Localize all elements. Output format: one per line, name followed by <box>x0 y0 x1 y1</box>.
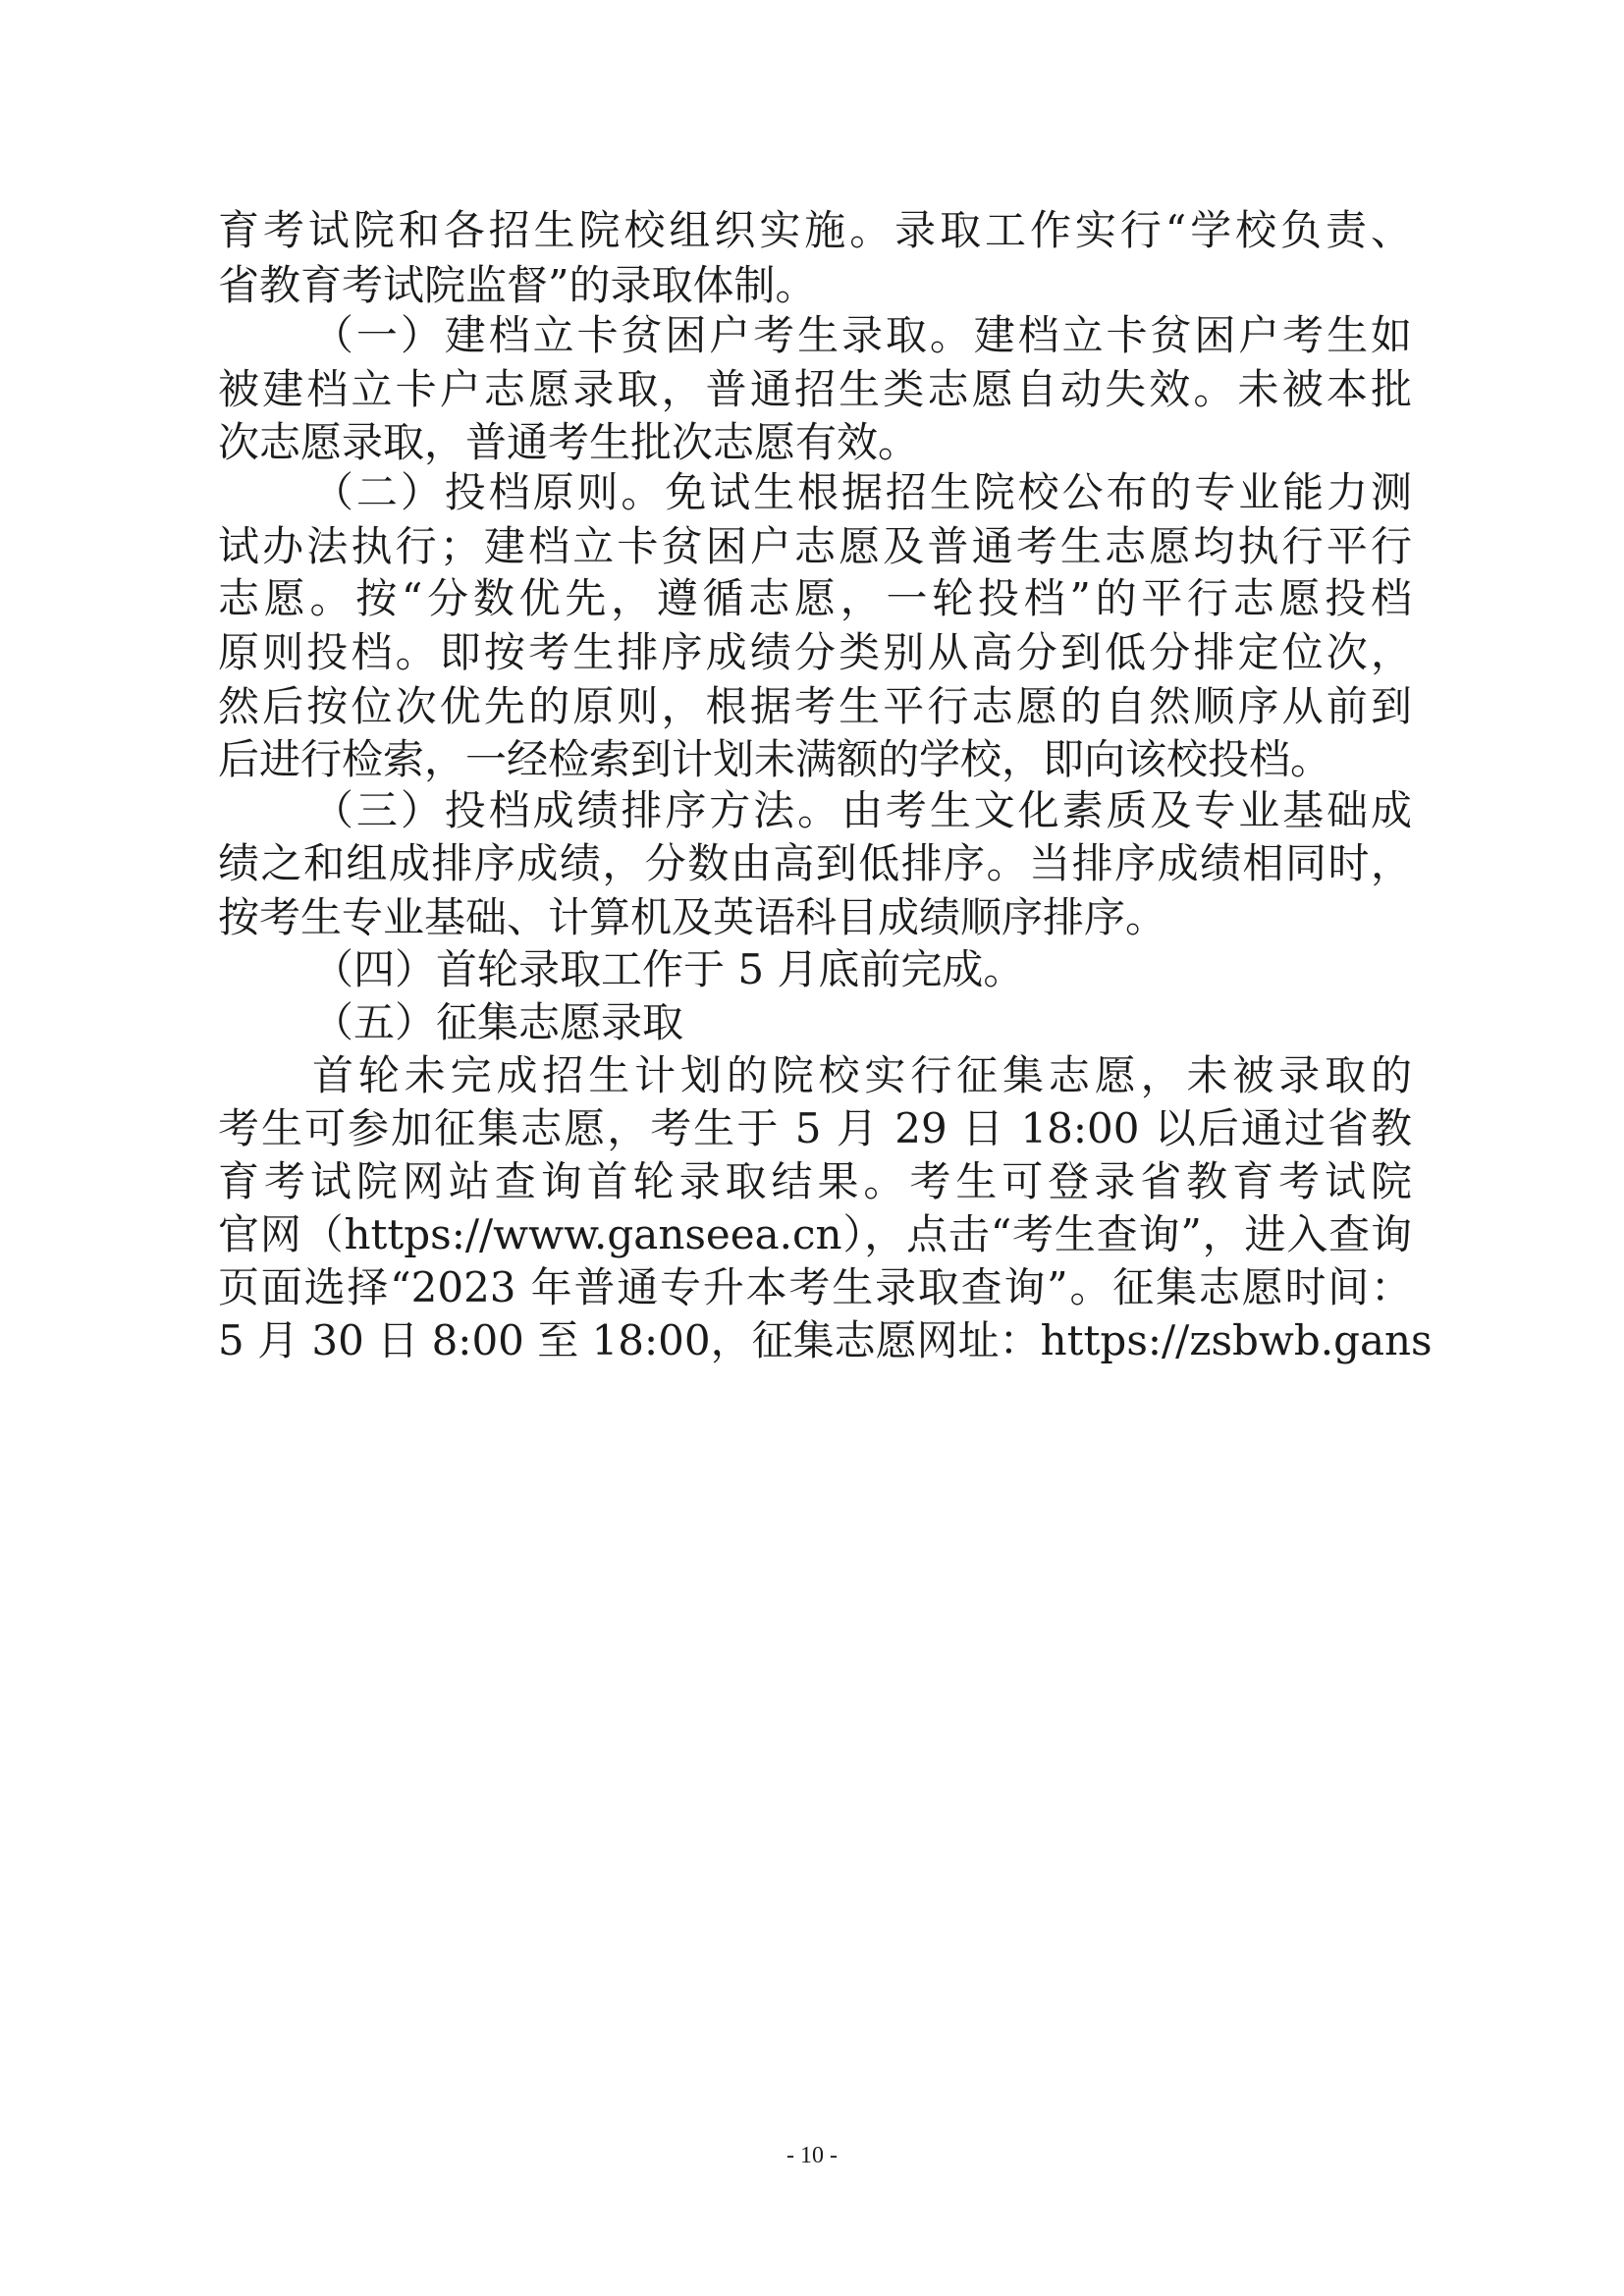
text-line: 育考试院网站查询首轮录取结果。考生可登录省教育考试院 <box>218 1157 1412 1205</box>
text-line: 然后按位次优先的原则，根据考生平行志愿的自然顺序从前到 <box>218 682 1412 730</box>
text-line: 5 月 30 日 8:00 至 18:00，征集志愿网址：https://zsbwb.gans <box>218 1316 1433 1364</box>
page-number: - 10 - <box>786 2143 838 2168</box>
text-line: 首轮未完成招生计划的院校实行征集志愿，未被录取的 <box>312 1051 1412 1099</box>
text-line: 官网（https://www.ganseea.cn），点击“考生查询”，进入查询 <box>218 1210 1412 1258</box>
section-heading-1: （一）建档立卡贫困户考生录取。建档立卡贫困户考生如 <box>312 311 1412 359</box>
text-line: 后进行检索，一经检索到计划未满额的学校，即向该校投档。 <box>218 735 1332 783</box>
section-heading-3: （三）投档成绩排序方法。由考生文化素质及专业基础成 <box>312 786 1412 834</box>
text-line: 次志愿录取，普通考生批次志愿有效。 <box>218 418 920 466</box>
text-line: 省教育考试院监督”的录取体制。 <box>218 261 817 309</box>
text-line: 育考试院和各招生院校组织实施。录取工作实行“学校负责、 <box>218 206 1412 254</box>
text-line: 按考生专业基础、计算机及英语科目成绩顺序排序。 <box>218 893 1167 941</box>
text-line: 志愿。按“分数优先，遵循志愿，一轮投档”的平行志愿投档 <box>218 574 1412 622</box>
section-heading-2: （二）投档原则。免试生根据招生院校公布的专业能力测 <box>312 468 1412 516</box>
text-line: 页面选择“2023 年普通专升本考生录取查询”。征集志愿时间： <box>218 1263 1412 1311</box>
section-heading-5: （五）征集志愿录取 <box>312 998 684 1046</box>
text-line: 绩之和组成排序成绩，分数由高到低排序。当排序成绩相同时， <box>218 839 1412 887</box>
text-line: 原则投档。即按考生排序成绩分类别从高分到低分排定位次， <box>218 628 1412 676</box>
section-heading-4: （四）首轮录取工作于 5 月底前完成。 <box>312 945 1025 993</box>
text-line: 被建档立卡户志愿录取，普通招生类志愿自动失效。未被本批 <box>218 365 1412 413</box>
text-line: 考生可参加征集志愿，考生于 5 月 29 日 18:00 以后通过省教 <box>218 1104 1412 1152</box>
text-line: 试办法执行；建档立卡贫困户志愿及普通考生志愿均执行平行 <box>218 522 1412 570</box>
